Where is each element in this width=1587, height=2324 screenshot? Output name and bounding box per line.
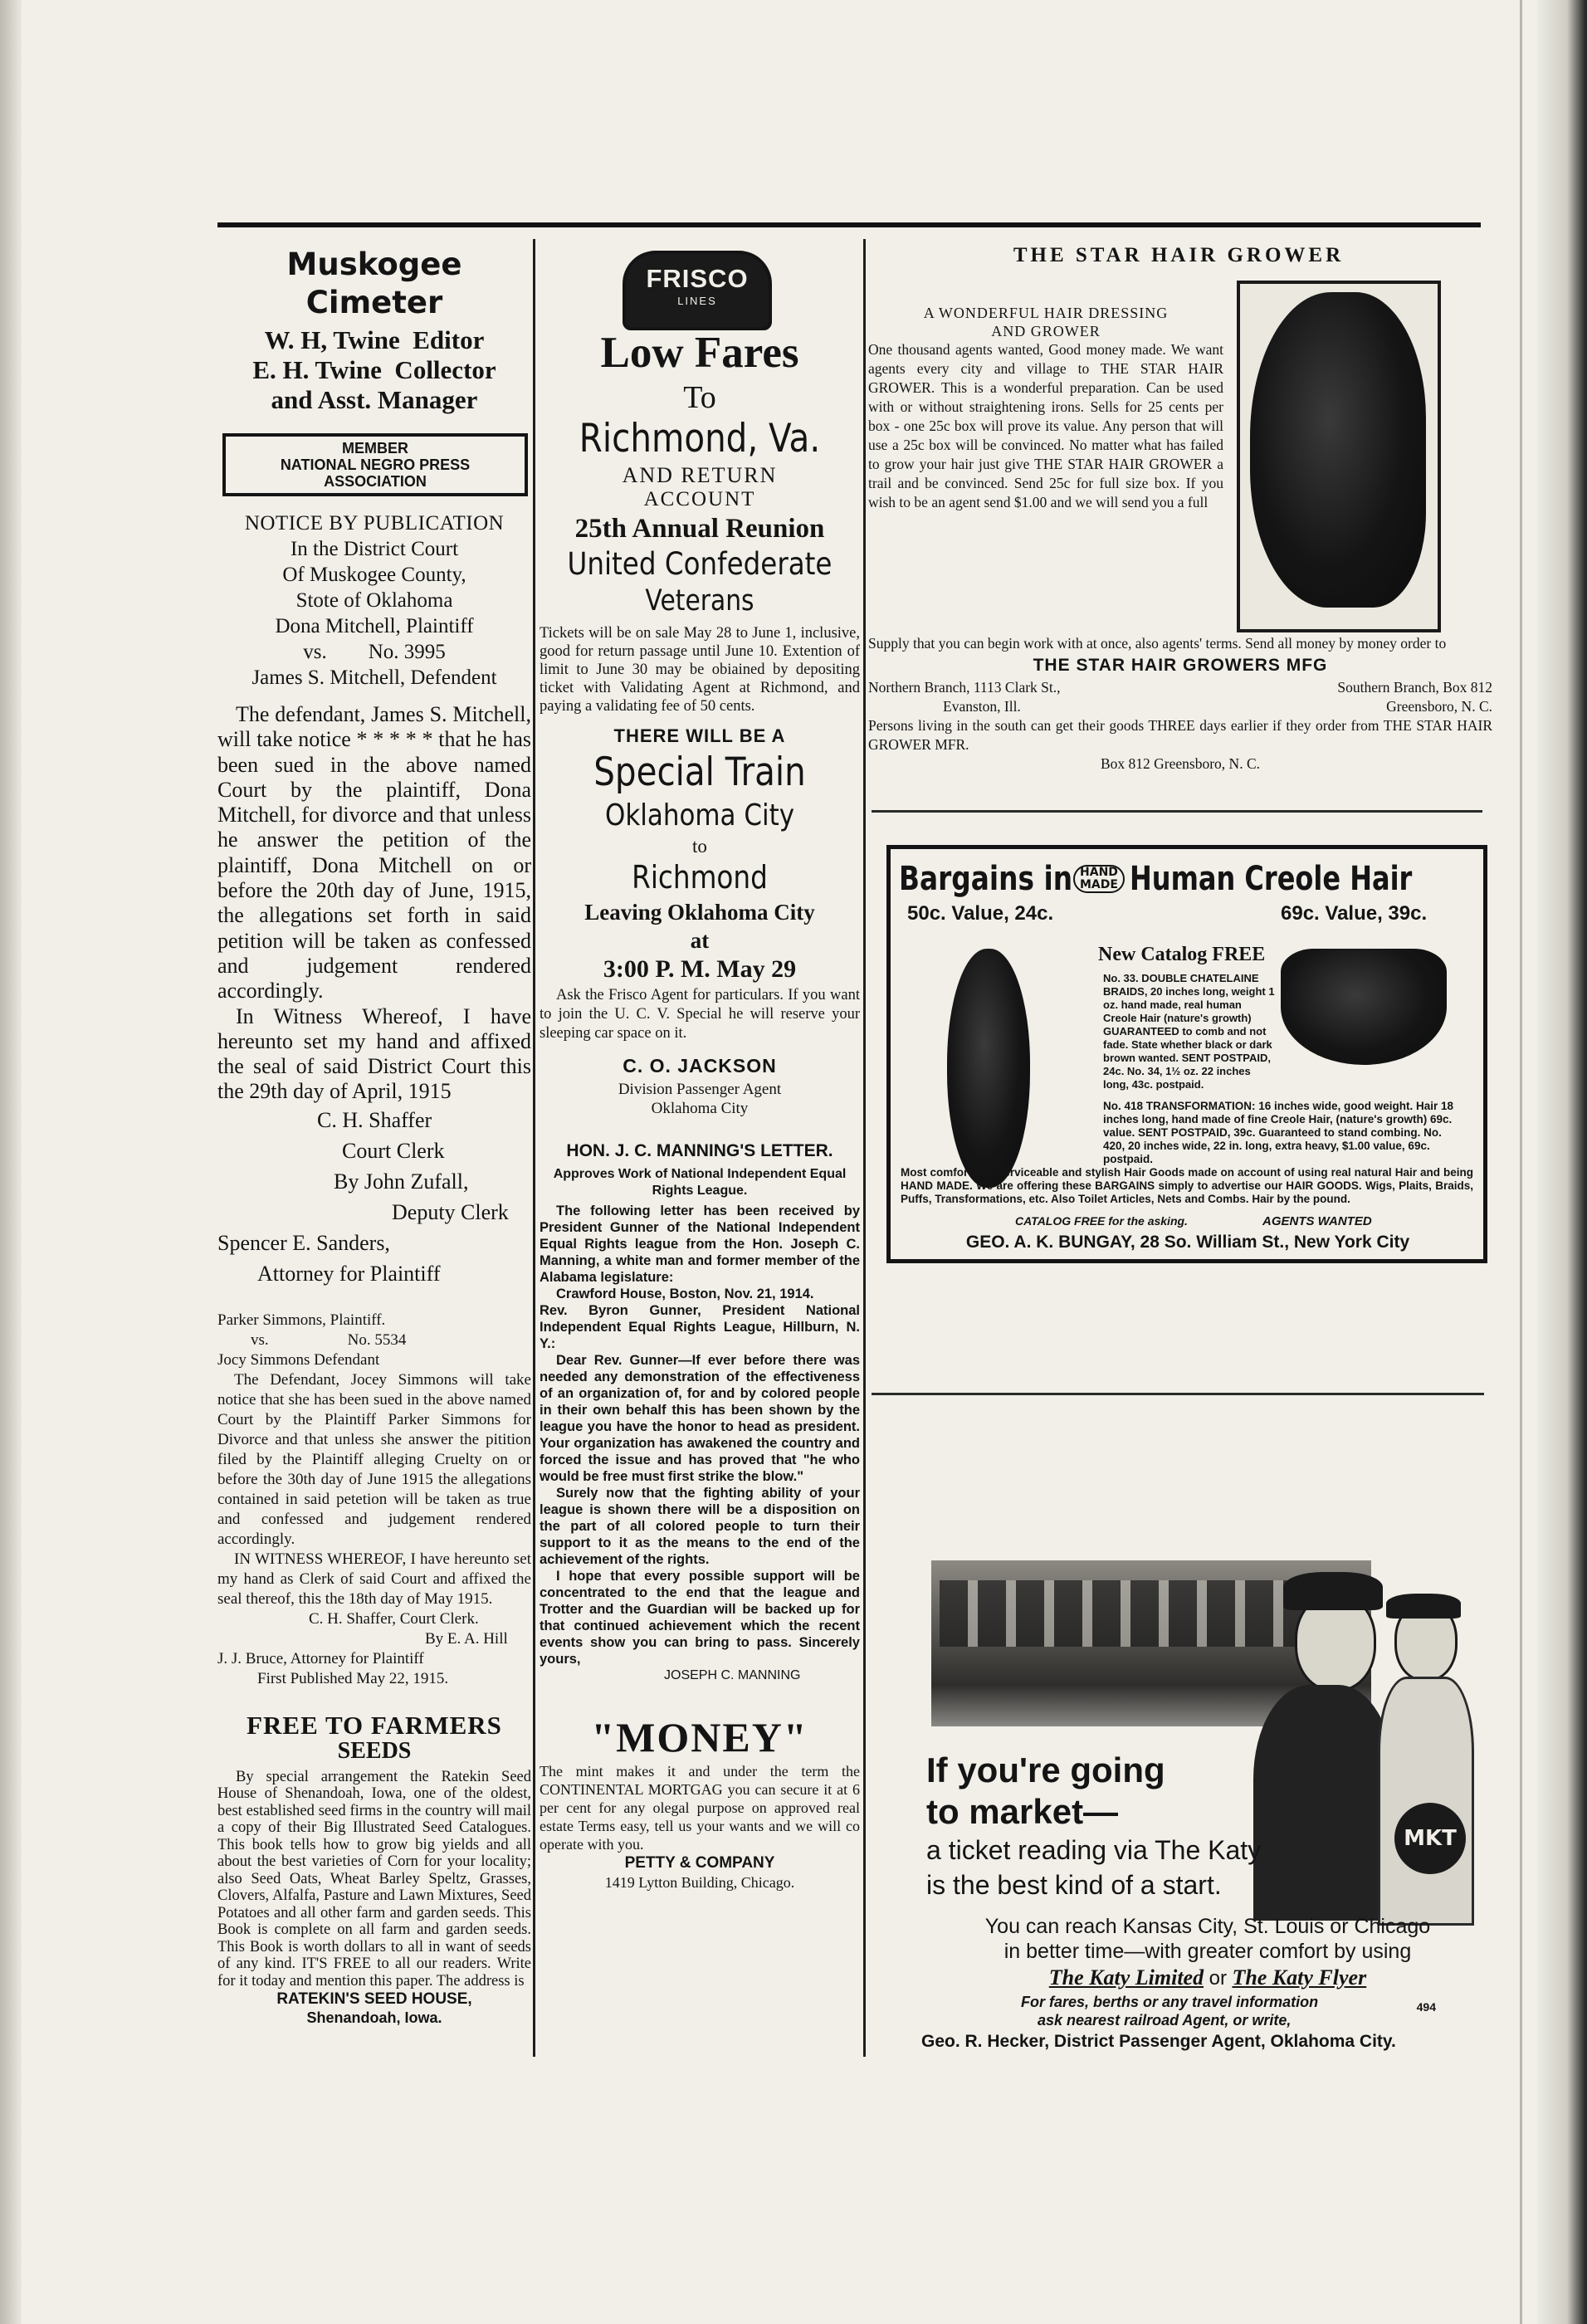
signature-line: First Published May 22, 1915.: [257, 1669, 449, 1687]
notice-body: The Defendant, Jocey Simmons will take notice that she has been sued in the above named Court by the Plaintiff Parker Simmons for Divorce and that unless she answer the pitition filed by the Plaintiff alleging Cruelty on or before the 30th day of June 1915 the allegations contained in said petetion will be taken as true and confessed and judgement rendered accordingly.: [217, 1370, 531, 1548]
notice-body: The defendant, James S. Mitchell, will take notice * * * * * that he has been sued in the above named Court by the plaintiff, Dona Mitchell, for divorce and that unless he answer the petition of the plaintiff, Dona Mitchell on or before the 20th day of June, 1915, the allegations set forth in said petition will be taken as confessed and judgement rendered accordingly.: [217, 702, 531, 1003]
creole-item-1: No. 33. DOUBLE CHATELAINE BRAIDS, 20 inches long, weight 1 oz. hand made, real human Creole Hair (nature's growth) GUARANTEED to comb and not fade. State whether black or dark brown wanted. SENT POSTPAID, 24c. No. 34, 1½ oz. 22 inches long, 43c. postpaid.: [1103, 972, 1275, 1091]
member-line: MEMBER: [342, 440, 408, 456]
letter-heading: HON. J. C. MANNING'S LETTER.: [566, 1141, 833, 1160]
notice-witness: In Witness Whereof, I have hereunto set my hand and affixed the seal of said District Court this the 29th day of April, 1915: [217, 1003, 531, 1104]
fares-destination: Richmond, Va.: [579, 416, 821, 461]
letter-paragraph: Rev. Byron Gunner, President National Independent Equal Rights League, Hillburn, N. Y.:: [540, 1303, 860, 1351]
katy-limited: The Katy Limited: [1048, 1965, 1204, 1990]
letter-paragraph: The following letter has been received by President Gunner of the National Independent Equal Rights league from the Hon. Joseph C. Manning, a white man and former member of the Alabama legislature:: [540, 1204, 860, 1285]
frisco-logo: FRISCO LINES: [623, 251, 772, 330]
katy-body: [921, 1914, 1494, 2054]
court-line: Of Muskogee County,: [282, 564, 466, 586]
signature-line: J. J. Bruce, Attorney for Plaintiff: [217, 1649, 424, 1667]
defendant-line: James S. Mitchell, Defendent: [251, 666, 497, 689]
star-heading: THE STAR HAIR GROWER: [1013, 244, 1345, 266]
masthead-editor: W. H, Twine Editor: [264, 325, 485, 354]
letter-signature: JOSEPH C. MANNING: [664, 1668, 801, 1682]
star-branches: [868, 678, 1492, 716]
top-rule: [217, 222, 1481, 227]
seeds-signature: Shenandoah, Iowa.: [306, 2009, 442, 2027]
star-hair-ad: [872, 241, 1486, 271]
northern-branch: Northern Branch, 1113 Clark St., Evanston, Ill.: [868, 679, 1061, 715]
katy-heading: to market—: [926, 1792, 1119, 1831]
ask-body: Ask the Frisco Agent for particulars. If you want to join the U. C. V. Special he will reserve your sleeping car space on it.: [540, 987, 860, 1042]
creole-hair-ad: [886, 845, 1487, 1263]
letter-subhead: Approves Work of National Independent Equal Rights League.: [553, 1167, 847, 1198]
second-hat-image: [1386, 1594, 1461, 1618]
creole-signature: GEO. A. K. BUNGAY, 28 So. William St., New York City: [965, 1233, 1410, 1252]
katy-signature: Geo. R. Hecker, District Passenger Agent, Oklahoma City.: [921, 2032, 1396, 2051]
katy-body-line: in better time—with greater comfort by using: [1003, 1940, 1412, 1963]
notice-witness: IN WITNESS WHEREOF, I have hereunto set my hand as Clerk of said Court and affixed the seal thereof, this the 18th day of May 1915.: [217, 1550, 531, 1608]
column-1: [217, 246, 531, 2027]
seeds-heading: SEEDS: [337, 1737, 412, 1764]
special-destination: Richmond: [632, 859, 768, 896]
member-line: NATIONAL NEGRO PRESS: [280, 456, 471, 473]
hat-image: [1283, 1572, 1383, 1610]
agent-city: Oklahoma City: [651, 1100, 749, 1117]
press-association-box: [222, 433, 528, 496]
creole-head-right: Human Creole Hair: [1129, 860, 1413, 898]
money-signature: PETTY & COMPANY: [624, 1854, 775, 1872]
katy-heading: If you're going: [926, 1750, 1165, 1789]
creole-catalog-free: CATALOG FREE for the asking.: [1015, 1214, 1188, 1228]
special-time: 3:00 P. M. May 29: [603, 955, 797, 983]
braid-image: [947, 949, 1030, 1188]
star-body: Persons living in the south can get their goods THREE days earlier if they order from THE STAR HAIR GROWER MFR.: [868, 717, 1492, 753]
page-right-edge: [1537, 0, 1587, 2324]
money-address: 1419 Lytton Building, Chicago.: [604, 1874, 795, 1891]
second-coat-image: [1378, 1677, 1474, 1926]
masthead-collector: E. H. Twine Collector: [252, 355, 496, 384]
fares-to: To: [683, 380, 716, 415]
southern-branch: Southern Branch, Box 812 Greensboro, N. C.: [1337, 679, 1492, 715]
letter-paragraph: I hope that every possible support will be concentrated to the end that the league and Trotter and the Guardian will be backed up for that continued achievement which the recent events show you can bring to pass. Sincerely yours,: [540, 1569, 860, 1667]
agent-title: Division Passenger Agent: [618, 1081, 782, 1098]
confederate-line: United Confederate: [567, 546, 833, 582]
fares-subline: ACCOUNT: [643, 488, 756, 510]
katy-line: is the best kind of a start.: [926, 1870, 1222, 1900]
letter-paragraph: Crawford House, Boston, Nov. 21, 1914.: [556, 1286, 814, 1301]
creole-heading: [899, 856, 1480, 902]
plaintiff-line: Parker Simmons, Plaintiff.: [217, 1311, 386, 1329]
defendant-line: Jocy Simmons Defendant: [217, 1350, 380, 1369]
katy-small: ask nearest railroad Agent, or write, 494: [921, 2011, 1494, 2029]
katy-body-line: You can reach Kansas City, St. Louis or Chicago: [984, 1915, 1431, 1938]
katy-ad: [926, 1750, 1391, 1902]
special-at: at: [690, 928, 710, 953]
case-number: vs. No. 3995: [303, 641, 446, 663]
creole-body: Most comfortable serviceable and stylish Hair Goods made on account of using real natural Hair and being HAND MADE. We are offering these BARGAINS simply to advertise our HAIR GOODS. Wigs, Plaits, Braids, Puffs, Transformations, etc. Also Toilet Articles, Nets and Combs. Hair by the pound.: [901, 1166, 1473, 1205]
reunion-line: 25th Annual Reunion: [574, 514, 825, 544]
creole-catalog: New Catalog FREE: [1098, 944, 1266, 965]
veterans-line: Veterans: [645, 584, 754, 618]
special-to: to: [692, 836, 707, 857]
creole-head-left: Bargains in: [899, 860, 1073, 898]
creole-price-2: 69c. Value, 39c.: [1281, 902, 1428, 925]
star-body: One thousand agents wanted, Good money made. We want agents every city and village to THE STAR HAIR GROWER. This is a wonderful preparation. Can be used with or without straightening irons. Sells for 25 cents per box - one 25c box will prove its value. Any person that will use a 25c box will be convinced. No matter what has failed to grow your hair just give THE STAR HAIR GROWER a trail and be convinced. Send 25c for full size box. If you wish to be an agent send $1.00 and we will send you a full: [868, 341, 1223, 510]
column-rule-2: [863, 239, 866, 2057]
signature-line: Attorney for Plaintiff: [257, 1261, 441, 1286]
section-rule: [872, 810, 1482, 813]
katy-line: a ticket reading via The Katy: [926, 1835, 1262, 1865]
signature-line: By E. A. Hill: [425, 1629, 508, 1648]
case-number: vs. No. 5534: [251, 1330, 407, 1349]
signature-line: Court Clerk: [342, 1138, 445, 1163]
column-2: [540, 325, 860, 1892]
star-subhead: AND GROWER: [991, 323, 1101, 339]
star-body: Supply that you can begin work with at once, also agents' terms. Send all money by money order to: [868, 635, 1447, 652]
star-address: Box 812 Greensboro, N. C.: [1101, 755, 1260, 772]
tickets-body: Tickets will be on sale May 28 to June 1, inclusive, good for return passage until June 10. Extention of limit to June 30 may be obiained by depositing ticket with Validating Agent at Richmond, and paying a validating fee of 50 cents.: [540, 625, 860, 715]
money-body: The mint makes it and under the term the CONTINENTAL MORTGAG you can secure it at 6 per cent for any olegal purpose on approved real estate Terms easy, tell us your wants and we will co operate with you.: [540, 1763, 860, 1853]
mkt-badge: MKT: [1394, 1803, 1466, 1874]
creole-agents: AGENTS WANTED: [1262, 1214, 1372, 1228]
page-left-edge: [0, 0, 22, 2324]
star-company: THE STAR HAIR GROWERS MFG: [1033, 656, 1328, 675]
seeds-signature: RATEKIN'S SEED HOUSE,: [276, 1990, 472, 2009]
special-leaving: Leaving Oklahoma City: [584, 900, 815, 925]
page-fold-line: [1520, 0, 1522, 2324]
money-heading: "MONEY": [591, 1714, 808, 1760]
creole-item-2: No. 418 TRANSFORMATION: 16 inches wide, good weight. Hair 18 inches long, hand made of fine Creole Hair, (nature's growth) 69c. value. SENT POSTPAID, 39c. Guaranteed to stand combing. No. 420, 20 inches wide, 22 in. long, extra heavy, $1.00 value, 69c. postpaid.: [1103, 1100, 1454, 1165]
agent-name: C. O. JACKSON: [623, 1055, 777, 1077]
signature-line: Spencer E. Sanders,: [217, 1230, 390, 1255]
seeds-heading: FREE TO FARMERS: [247, 1710, 502, 1740]
katy-flyer: The Katy Flyer: [1232, 1965, 1367, 1990]
hand-made-badge: HAND MADE: [1073, 865, 1125, 893]
court-line: Stote of Oklahoma: [295, 589, 453, 612]
member-line: ASSOCIATION: [324, 473, 427, 490]
signature-line: C. H. Shaffer, Court Clerk.: [309, 1609, 479, 1628]
fares-subline: AND RETURN: [622, 463, 778, 487]
signature-line: Deputy Clerk: [392, 1199, 509, 1224]
katy-small: For fares, berths or any travel information: [1021, 1994, 1319, 2010]
creole-price-1: 50c. Value, 24c.: [907, 902, 1054, 925]
letter-paragraph: Dear Rev. Gunner—If ever before there was needed any demonstration of the effectiveness of an organization of, for and by colored people in their own behalf this has been shown by the league you have the honor to head as president. Your organization has awakened the country and forced the issue and has proved that "he who would be free must first strike the blow.": [540, 1353, 860, 1484]
seeds-body: By special arrangement the Ratekin Seed House of Shenandoah, Iowa, one of the oldest, best established seed firms in the country will mail a copy of their Big Illustrated Seed Catalogues. This book tells how to grow big yields and all about the best varieties of Corn for your locality; also Seed Oats, Wheat Barley Speltz, Grasses, Clovers, Alfalfa, Pasture and Lawn Mixtures, Seed Potatoes and all other farm and garden seeds. This Book is complete on all farm and garden seeds. This Book is worth dollars to all in want of seeds of any kind. IT'S FREE to all our readers. Write for it today and mention this paper. The address is: [217, 1768, 531, 1990]
katy-trains: The Katy Limited or The Katy Flyer: [1048, 1965, 1367, 1990]
transformation-image: [1281, 949, 1447, 1065]
katy-ad-number: 494: [1416, 2000, 1436, 2014]
star-portrait-frame: [1237, 281, 1441, 632]
special-origin: Oklahoma City: [604, 798, 795, 832]
court-line: In the District Court: [290, 538, 459, 560]
woman-portrait-image: [1250, 292, 1426, 608]
star-text-wide: [868, 634, 1492, 774]
star-subhead: A WONDERFUL HAIR DRESSING: [923, 305, 1169, 321]
special-intro: THERE WILL BE A: [613, 725, 786, 746]
signature-line: C. H. Shaffer: [317, 1107, 432, 1132]
signature-line: By John Zufall,: [334, 1169, 469, 1194]
section-rule: [872, 1393, 1484, 1395]
plaintiff-line: Dona Mitchell, Plaintiff: [275, 615, 474, 637]
special-train: Special Train: [593, 749, 806, 795]
star-text: [868, 304, 1223, 512]
fares-heading: Low Fares: [600, 329, 799, 377]
column-rule-1: [533, 239, 535, 2057]
notice-heading: NOTICE BY PUBLICATION: [244, 512, 505, 535]
masthead-manager: and Asst. Manager: [271, 385, 478, 414]
letter-paragraph: Surely now that the fighting ability of your league is shown there will be a disposition on the part of all colored people to turn their support to it as the means to the end of the achievement of the rights.: [540, 1486, 860, 1567]
masthead-title: Muskogee Cimeter: [286, 247, 462, 320]
